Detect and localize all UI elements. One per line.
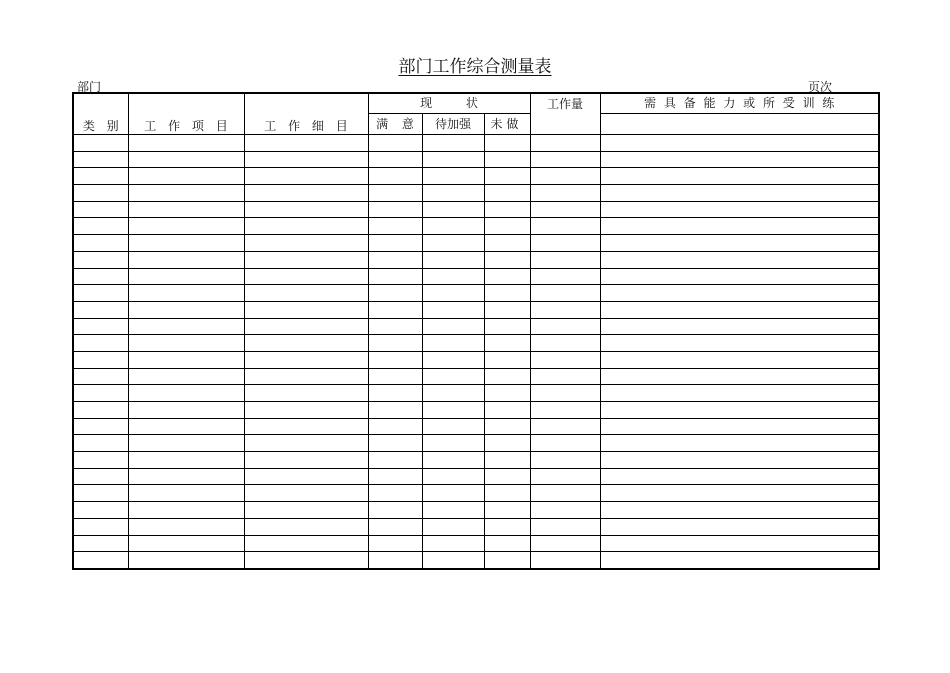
- table-row: [73, 185, 879, 202]
- table-cell[interactable]: [422, 485, 484, 502]
- table-cell[interactable]: [244, 502, 368, 519]
- table-cell[interactable]: [530, 535, 600, 552]
- table-cell[interactable]: [128, 402, 244, 419]
- table-cell[interactable]: [422, 285, 484, 302]
- table-cell[interactable]: [484, 402, 530, 419]
- header-status: 现 状: [368, 93, 530, 114]
- table-cell[interactable]: [368, 251, 422, 268]
- table-row: [73, 135, 879, 152]
- table-cell[interactable]: [128, 285, 244, 302]
- table-row: [73, 418, 879, 435]
- table-row: [73, 285, 879, 302]
- table-cell[interactable]: [600, 351, 879, 368]
- table-cell[interactable]: [484, 235, 530, 252]
- table-cell[interactable]: [422, 251, 484, 268]
- table-row: [73, 485, 879, 502]
- table-cell[interactable]: [484, 518, 530, 535]
- table-cell[interactable]: [600, 318, 879, 335]
- table-row: [73, 318, 879, 335]
- table-cell[interactable]: [422, 218, 484, 235]
- table-cell[interactable]: [530, 235, 600, 252]
- table-cell[interactable]: [600, 235, 879, 252]
- table-cell[interactable]: [73, 235, 128, 252]
- table-cell[interactable]: [368, 502, 422, 519]
- table-cell[interactable]: [484, 351, 530, 368]
- table-cell[interactable]: [244, 235, 368, 252]
- header-training: 需 具 备 能 力 或 所 受 训 练: [600, 93, 879, 114]
- table-cell[interactable]: [422, 468, 484, 485]
- table-cell[interactable]: [73, 251, 128, 268]
- table-cell[interactable]: [128, 268, 244, 285]
- header-work-item: 工 作 项 目: [128, 93, 244, 135]
- table-cell[interactable]: [422, 235, 484, 252]
- table-cell[interactable]: [422, 502, 484, 519]
- table-cell[interactable]: [73, 318, 128, 335]
- header-satisfied: 满 意: [368, 114, 422, 135]
- header-work-detail: 工 作 细 目: [244, 93, 368, 135]
- table-cell[interactable]: [600, 201, 879, 218]
- table-cell[interactable]: [484, 468, 530, 485]
- table-cell[interactable]: [530, 518, 600, 535]
- table-cell[interactable]: [530, 552, 600, 569]
- table-row: [73, 402, 879, 419]
- table-cell[interactable]: [530, 452, 600, 469]
- table-cell[interactable]: [530, 385, 600, 402]
- table-cell[interactable]: [244, 418, 368, 435]
- table-cell[interactable]: [128, 468, 244, 485]
- header-needs-improvement: 待加强: [422, 114, 484, 135]
- table-cell[interactable]: [368, 135, 422, 152]
- table-cell[interactable]: [484, 385, 530, 402]
- table-row: [73, 502, 879, 519]
- table-cell[interactable]: [244, 151, 368, 168]
- table-row: [73, 335, 879, 352]
- table-cell[interactable]: [368, 402, 422, 419]
- table-cell[interactable]: [484, 485, 530, 502]
- table-cell[interactable]: [530, 418, 600, 435]
- table-cell[interactable]: [73, 518, 128, 535]
- table-cell[interactable]: [244, 168, 368, 185]
- header-workload: 工作量: [530, 93, 600, 135]
- table-cell[interactable]: [530, 402, 600, 419]
- table-cell[interactable]: [530, 502, 600, 519]
- table-cell[interactable]: [73, 552, 128, 569]
- table-cell[interactable]: [368, 335, 422, 352]
- table-cell[interactable]: [600, 335, 879, 352]
- table-cell[interactable]: [368, 368, 422, 385]
- table-cell[interactable]: [368, 268, 422, 285]
- table-cell[interactable]: [244, 251, 368, 268]
- table-cell[interactable]: [368, 218, 422, 235]
- table-cell[interactable]: [128, 185, 244, 202]
- table-cell[interactable]: [422, 418, 484, 435]
- table-cell[interactable]: [244, 285, 368, 302]
- table-cell[interactable]: [530, 251, 600, 268]
- table-cell[interactable]: [422, 552, 484, 569]
- table-cell[interactable]: [600, 285, 879, 302]
- table-cell[interactable]: [422, 385, 484, 402]
- table-cell[interactable]: [600, 418, 879, 435]
- table-cell[interactable]: [368, 452, 422, 469]
- table-cell[interactable]: [73, 485, 128, 502]
- table-cell[interactable]: [73, 368, 128, 385]
- table-cell[interactable]: [422, 168, 484, 185]
- table-cell[interactable]: [244, 218, 368, 235]
- table-cell[interactable]: [128, 435, 244, 452]
- table-cell[interactable]: [484, 318, 530, 335]
- table-cell[interactable]: [600, 485, 879, 502]
- table-cell[interactable]: [484, 268, 530, 285]
- table-cell[interactable]: [484, 452, 530, 469]
- table-cell[interactable]: [368, 301, 422, 318]
- table-body: [73, 135, 879, 569]
- table-cell[interactable]: [244, 468, 368, 485]
- table-cell[interactable]: [128, 151, 244, 168]
- table-cell[interactable]: [368, 385, 422, 402]
- table-row: [73, 301, 879, 318]
- table-cell[interactable]: [73, 135, 128, 152]
- table-cell[interactable]: [128, 385, 244, 402]
- table-cell[interactable]: [368, 552, 422, 569]
- table-cell[interactable]: [422, 318, 484, 335]
- table-cell[interactable]: [73, 335, 128, 352]
- table-cell[interactable]: [368, 318, 422, 335]
- table-row: [73, 235, 879, 252]
- table-row: [73, 351, 879, 368]
- table-row: [73, 251, 879, 268]
- table-cell[interactable]: [128, 518, 244, 535]
- table-cell[interactable]: [484, 552, 530, 569]
- table-cell[interactable]: [422, 335, 484, 352]
- table-cell[interactable]: [484, 502, 530, 519]
- table-cell[interactable]: [484, 218, 530, 235]
- table-cell[interactable]: [73, 502, 128, 519]
- table-cell[interactable]: [484, 535, 530, 552]
- table-cell[interactable]: [368, 285, 422, 302]
- table-row: [73, 385, 879, 402]
- table-cell[interactable]: [600, 218, 879, 235]
- table-cell[interactable]: [368, 351, 422, 368]
- table-cell[interactable]: [128, 485, 244, 502]
- table-cell[interactable]: [422, 201, 484, 218]
- table-cell[interactable]: [128, 552, 244, 569]
- table-cell[interactable]: [484, 285, 530, 302]
- table-cell[interactable]: [530, 285, 600, 302]
- table-cell[interactable]: [244, 452, 368, 469]
- table-cell[interactable]: [244, 552, 368, 569]
- table-cell[interactable]: [368, 485, 422, 502]
- table-cell[interactable]: [244, 402, 368, 419]
- table-cell[interactable]: [600, 518, 879, 535]
- table-cell[interactable]: [368, 535, 422, 552]
- table-cell[interactable]: [368, 185, 422, 202]
- table-cell[interactable]: [73, 535, 128, 552]
- table-cell[interactable]: [530, 435, 600, 452]
- table-cell[interactable]: [128, 301, 244, 318]
- table-row: [73, 168, 879, 185]
- table-cell[interactable]: [422, 518, 484, 535]
- table-cell[interactable]: [368, 418, 422, 435]
- table-cell[interactable]: [73, 301, 128, 318]
- table-cell[interactable]: [484, 435, 530, 452]
- table-cell[interactable]: [530, 185, 600, 202]
- header-training-sub: [600, 114, 879, 135]
- table-cell[interactable]: [128, 335, 244, 352]
- table-cell[interactable]: [600, 468, 879, 485]
- table-cell[interactable]: [73, 218, 128, 235]
- table-row: [73, 435, 879, 452]
- table-cell[interactable]: [368, 468, 422, 485]
- table-cell[interactable]: [530, 135, 600, 152]
- table-cell[interactable]: [244, 335, 368, 352]
- table-row: [73, 151, 879, 168]
- table-cell[interactable]: [530, 201, 600, 218]
- table-cell[interactable]: [244, 385, 368, 402]
- table-cell[interactable]: [244, 185, 368, 202]
- table-cell[interactable]: [600, 151, 879, 168]
- table-cell[interactable]: [600, 368, 879, 385]
- table-cell[interactable]: [600, 168, 879, 185]
- table-cell[interactable]: [600, 535, 879, 552]
- department-label: 部门: [77, 80, 102, 94]
- table-cell[interactable]: [600, 452, 879, 469]
- form-title: 部门工作综合测量表: [398, 57, 552, 77]
- table-cell[interactable]: [484, 151, 530, 168]
- table-cell[interactable]: [368, 435, 422, 452]
- table-cell[interactable]: [128, 135, 244, 152]
- table-cell[interactable]: [73, 168, 128, 185]
- table-cell[interactable]: [422, 301, 484, 318]
- table-cell[interactable]: [128, 218, 244, 235]
- table-cell[interactable]: [530, 335, 600, 352]
- table-row: [73, 552, 879, 569]
- table-row: [73, 201, 879, 218]
- table-cell[interactable]: [368, 168, 422, 185]
- table-cell[interactable]: [530, 301, 600, 318]
- table-cell[interactable]: [244, 518, 368, 535]
- table-cell[interactable]: [484, 135, 530, 152]
- table-row: [73, 268, 879, 285]
- table-cell[interactable]: [530, 218, 600, 235]
- table-cell[interactable]: [244, 201, 368, 218]
- header-not-done: 未 做: [484, 114, 530, 135]
- table-cell[interactable]: [422, 368, 484, 385]
- table-cell[interactable]: [530, 318, 600, 335]
- table-cell[interactable]: [73, 468, 128, 485]
- table-cell[interactable]: [530, 468, 600, 485]
- table-cell[interactable]: [484, 368, 530, 385]
- table-cell[interactable]: [244, 535, 368, 552]
- table-cell[interactable]: [128, 201, 244, 218]
- table-cell[interactable]: [422, 435, 484, 452]
- table-cell[interactable]: [422, 402, 484, 419]
- table-cell[interactable]: [422, 452, 484, 469]
- table-cell[interactable]: [128, 368, 244, 385]
- table-cell[interactable]: [128, 235, 244, 252]
- table-cell[interactable]: [244, 485, 368, 502]
- table-cell[interactable]: [244, 135, 368, 152]
- table-row: [73, 218, 879, 235]
- table-cell[interactable]: [128, 535, 244, 552]
- table-cell[interactable]: [73, 452, 128, 469]
- table-cell[interactable]: [73, 268, 128, 285]
- table-row: [73, 518, 879, 535]
- table-cell[interactable]: [600, 435, 879, 452]
- table-cell[interactable]: [73, 201, 128, 218]
- table-row: [73, 452, 879, 469]
- table-cell[interactable]: [530, 268, 600, 285]
- table-cell[interactable]: [600, 502, 879, 519]
- measurement-table: [72, 92, 880, 570]
- table-cell[interactable]: [128, 418, 244, 435]
- table-cell[interactable]: [600, 268, 879, 285]
- table-cell[interactable]: [600, 251, 879, 268]
- table-cell[interactable]: [484, 168, 530, 185]
- table-cell[interactable]: [600, 135, 879, 152]
- table-cell[interactable]: [422, 268, 484, 285]
- table-cell[interactable]: [368, 518, 422, 535]
- table-cell[interactable]: [73, 418, 128, 435]
- table-cell[interactable]: [128, 452, 244, 469]
- table-cell[interactable]: [484, 185, 530, 202]
- table-cell[interactable]: [422, 185, 484, 202]
- table-cell[interactable]: [244, 435, 368, 452]
- table-cell[interactable]: [422, 535, 484, 552]
- table-row: [73, 535, 879, 552]
- table-cell[interactable]: [530, 168, 600, 185]
- table-cell[interactable]: [244, 268, 368, 285]
- table-cell[interactable]: [128, 318, 244, 335]
- table-cell[interactable]: [600, 552, 879, 569]
- table-cell[interactable]: [484, 418, 530, 435]
- table-cell[interactable]: [484, 301, 530, 318]
- table-cell[interactable]: [600, 185, 879, 202]
- table-cell[interactable]: [128, 351, 244, 368]
- table-cell[interactable]: [422, 351, 484, 368]
- table-cell[interactable]: [422, 135, 484, 152]
- table-cell[interactable]: [530, 485, 600, 502]
- table-row: [73, 468, 879, 485]
- table-cell[interactable]: [422, 151, 484, 168]
- table-cell[interactable]: [73, 151, 128, 168]
- table-cell[interactable]: [73, 351, 128, 368]
- table-cell[interactable]: [484, 201, 530, 218]
- table-cell[interactable]: [244, 368, 368, 385]
- table-cell[interactable]: [600, 402, 879, 419]
- table-row: [73, 368, 879, 385]
- table-cell[interactable]: [128, 502, 244, 519]
- table-cell[interactable]: [73, 435, 128, 452]
- table-cell[interactable]: [128, 168, 244, 185]
- table-cell[interactable]: [73, 402, 128, 419]
- table-cell[interactable]: [600, 301, 879, 318]
- table-cell[interactable]: [484, 251, 530, 268]
- table-cell[interactable]: [530, 351, 600, 368]
- header-category: 类 别: [73, 93, 128, 135]
- table-cell[interactable]: [368, 201, 422, 218]
- table-cell[interactable]: [600, 385, 879, 402]
- table-cell[interactable]: [73, 285, 128, 302]
- table-cell[interactable]: [244, 351, 368, 368]
- table-cell[interactable]: [368, 151, 422, 168]
- table-cell[interactable]: [128, 251, 244, 268]
- table-cell[interactable]: [73, 385, 128, 402]
- table-cell[interactable]: [73, 185, 128, 202]
- table-cell[interactable]: [484, 335, 530, 352]
- table-cell[interactable]: [530, 151, 600, 168]
- table-cell[interactable]: [244, 301, 368, 318]
- table-cell[interactable]: [530, 368, 600, 385]
- table-cell[interactable]: [244, 318, 368, 335]
- page-number-label: 页次: [808, 80, 833, 94]
- table-cell[interactable]: [368, 235, 422, 252]
